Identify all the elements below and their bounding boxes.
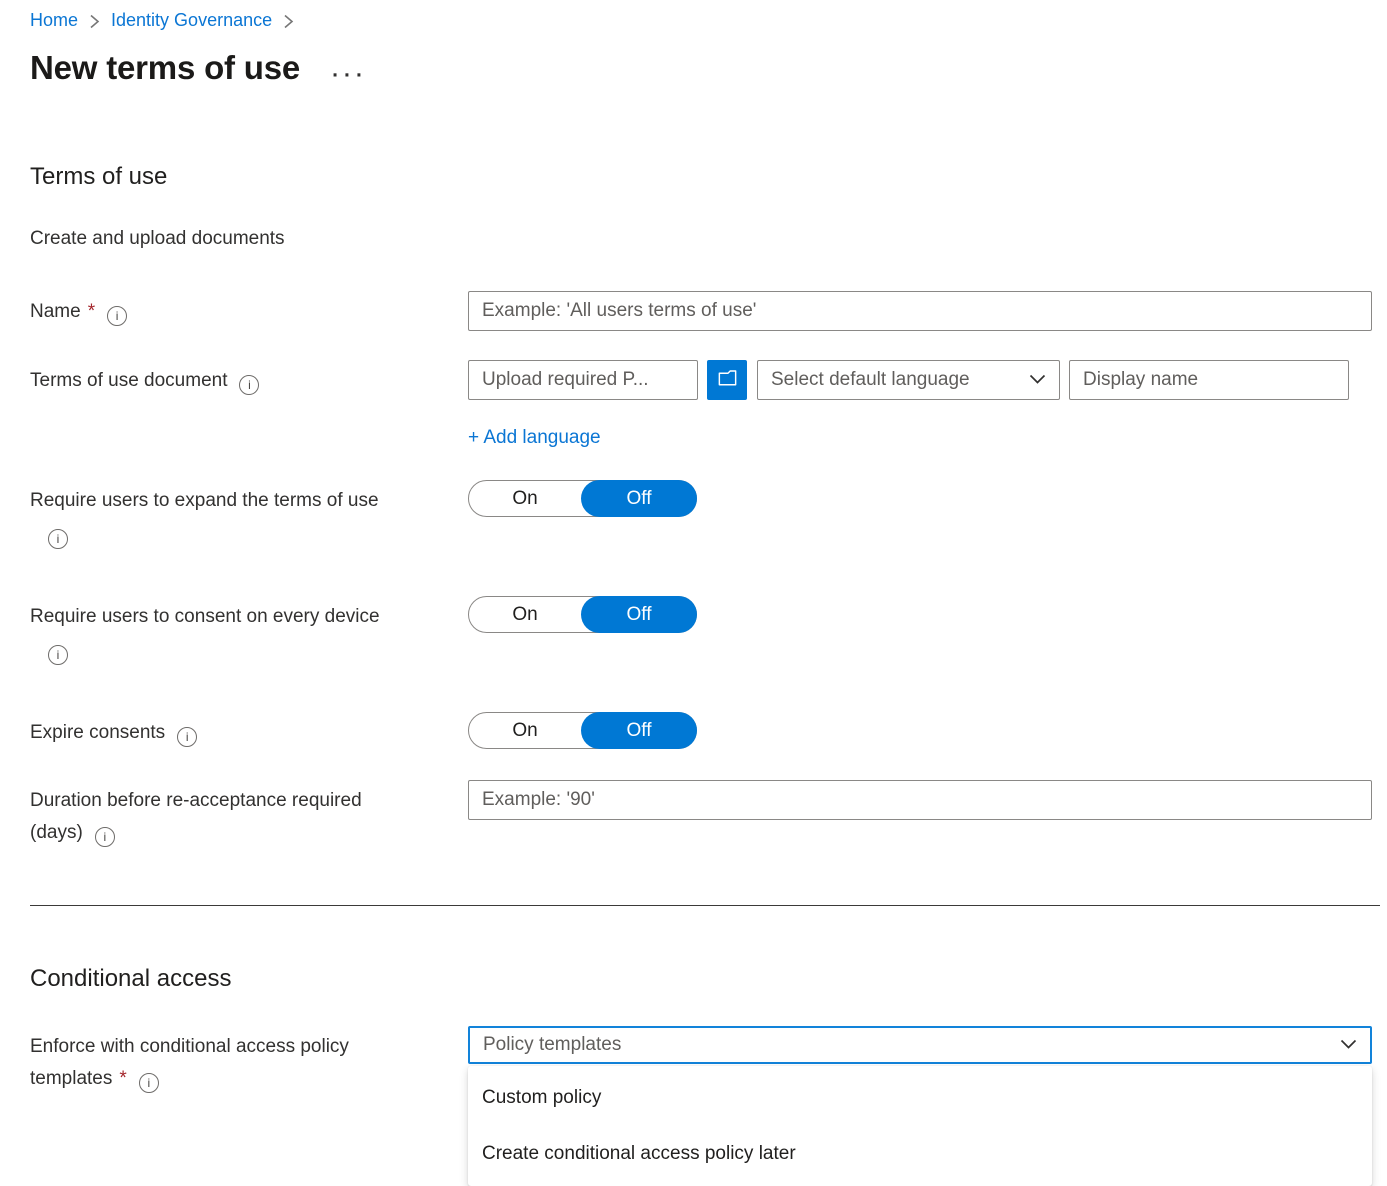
page-title: New terms of use (30, 49, 301, 86)
expire-consents-toggle[interactable] (468, 712, 697, 749)
duration-label-days: (days) (30, 822, 83, 843)
create-upload-documents-label: Create and upload documents (30, 228, 285, 249)
expire-consents-control (468, 712, 1372, 749)
breadcrumb-chevron-icon (283, 11, 294, 30)
toggle-off-option[interactable]: Off (581, 596, 697, 633)
document-field-control (468, 360, 1372, 400)
toggle-on-option[interactable]: On (512, 719, 538, 741)
toggle-off-option[interactable]: Off (581, 480, 697, 517)
enforce-policy-row (30, 1026, 1372, 1186)
dropdown-option-custom-policy[interactable]: Custom policy (482, 1087, 602, 1108)
info-icon[interactable]: i (95, 827, 115, 847)
policy-templates-dropdown-menu (468, 1066, 1372, 1186)
name-input[interactable] (468, 291, 1372, 331)
upload-pdf-input[interactable] (468, 360, 698, 400)
require-consent-label-text: Require users to consent on every device (30, 606, 380, 627)
info-icon[interactable]: i (239, 375, 259, 395)
breadcrumb-link-home[interactable]: Home (30, 10, 79, 30)
breadcrumb-link-identity-governance[interactable]: Identity Governance (111, 10, 273, 30)
chevron-down-icon (1340, 1034, 1357, 1056)
default-language-select-value: Select default language (771, 369, 970, 390)
info-icon[interactable]: i (139, 1073, 159, 1093)
add-language-control (468, 402, 1372, 449)
toggle-on-option[interactable]: On (512, 487, 538, 509)
require-expand-toggle[interactable] (468, 480, 697, 517)
required-asterisk: * (87, 301, 96, 322)
duration-label-line2 (30, 821, 444, 847)
section-divider (30, 905, 1380, 906)
enforce-label-templates: templates (30, 1068, 113, 1089)
duration-label-line1: Duration before re-acceptance required (30, 790, 362, 811)
name-field-row (30, 291, 1372, 331)
duration-input[interactable] (468, 780, 1372, 820)
required-asterisk: * (119, 1068, 127, 1089)
name-field-control (468, 291, 1372, 331)
default-language-select[interactable] (757, 360, 1060, 400)
enforce-policy-control (468, 1026, 1372, 1186)
breadcrumb-chevron-icon (89, 11, 100, 30)
enforce-label-line2 (30, 1067, 444, 1093)
require-consent-control (468, 596, 1372, 633)
require-expand-row (30, 480, 1372, 549)
display-name-input[interactable] (1069, 360, 1349, 400)
more-options-button[interactable]: ··· (332, 49, 368, 86)
expire-consents-label (30, 712, 468, 747)
document-label-text: Terms of use document (30, 370, 228, 391)
browse-file-button[interactable] (707, 360, 747, 400)
terms-of-use-section-heading: Terms of use (30, 163, 168, 190)
add-language-row (30, 402, 1372, 449)
require-expand-label (30, 480, 468, 549)
policy-templates-dropdown-value: Policy templates (483, 1034, 622, 1055)
duration-field-row (30, 780, 1372, 847)
info-icon[interactable]: i (107, 306, 127, 326)
document-field-row (30, 360, 1372, 400)
duration-field-control (468, 780, 1372, 820)
toggle-on-option[interactable]: On (512, 603, 538, 625)
breadcrumb (30, 8, 1372, 32)
document-field-label (30, 360, 468, 395)
require-consent-row (30, 596, 1372, 665)
enforce-policy-label (30, 1026, 468, 1093)
folder-icon (716, 367, 739, 393)
info-icon[interactable]: i (177, 727, 197, 747)
expire-consents-label-text: Expire consents (30, 722, 166, 743)
empty-label-spacer (30, 402, 468, 411)
add-language-link[interactable]: + Add language (468, 427, 601, 448)
info-icon[interactable]: i (48, 645, 68, 665)
require-expand-label-text: Require users to expand the terms of use (30, 490, 379, 511)
info-icon[interactable]: i (48, 529, 68, 549)
toggle-off-option[interactable]: Off (581, 712, 697, 749)
policy-templates-dropdown-trigger[interactable] (468, 1026, 1372, 1064)
duration-field-label (30, 780, 468, 847)
require-consent-toggle[interactable] (468, 596, 697, 633)
info-line (30, 523, 444, 549)
require-consent-label (30, 596, 468, 665)
expire-consents-row (30, 712, 1372, 749)
name-field-label (30, 291, 468, 326)
require-expand-control (468, 480, 1372, 517)
name-label-text: Name (30, 301, 81, 322)
conditional-access-section-heading: Conditional access (30, 965, 232, 992)
info-line (30, 639, 444, 665)
title-row (30, 49, 1372, 87)
enforce-label-line1: Enforce with conditional access policy (30, 1036, 349, 1057)
chevron-down-icon (1029, 369, 1046, 391)
dropdown-option-create-policy-later[interactable]: Create conditional access policy later (482, 1143, 796, 1164)
